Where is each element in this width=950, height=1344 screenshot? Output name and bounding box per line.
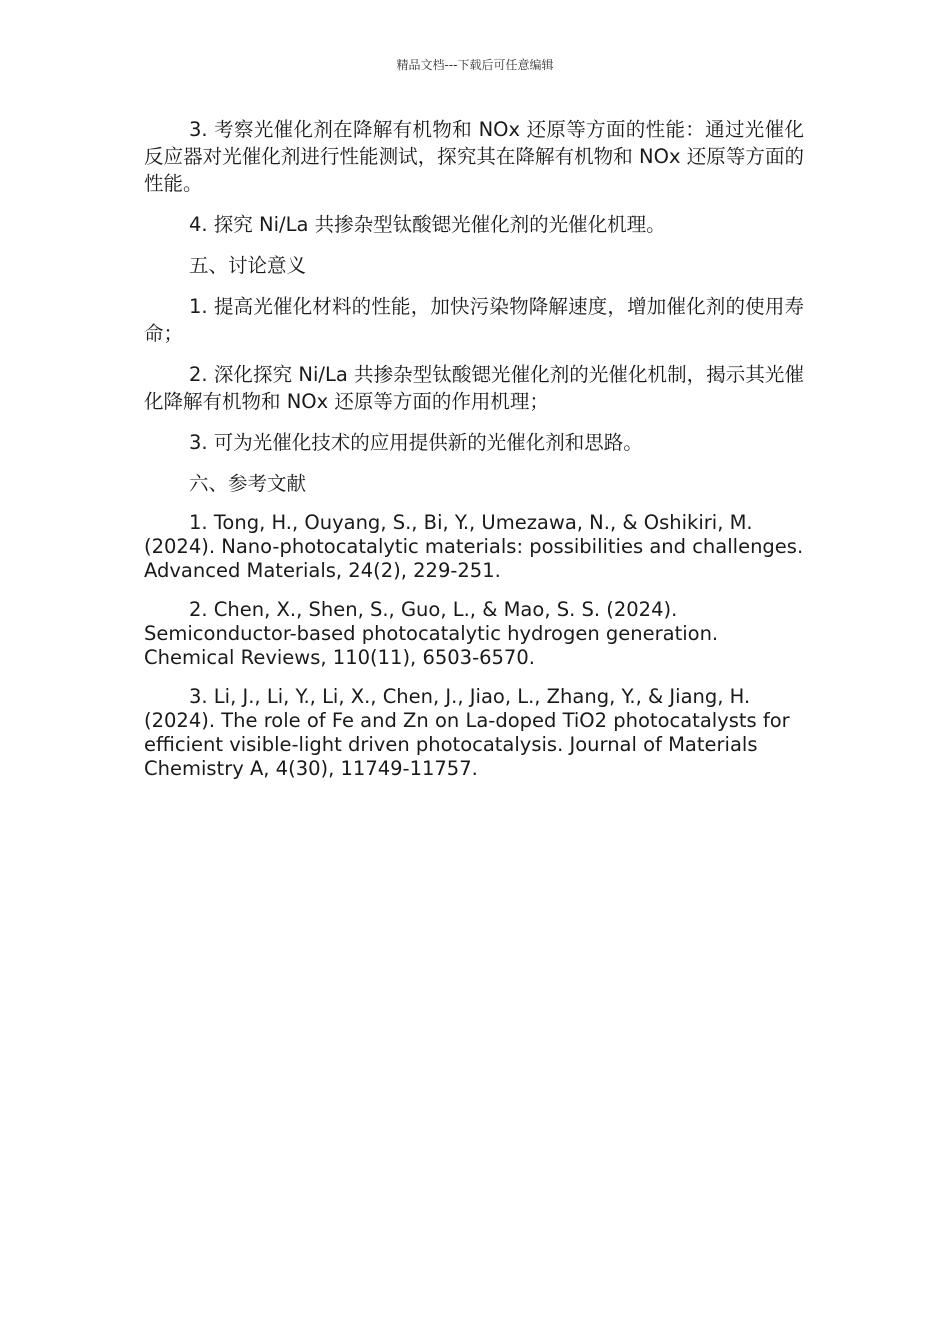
reference-item-2: 2. Chen, X., Shen, S., Guo, L., & Mao, S. S. (2024). Semiconductor-based photocatalytic hydrogen generation. Chemical Reviews, 110(11), 6503-6570. bbox=[144, 598, 719, 669]
paragraph-significance-2: 2. 深化探究 Ni/La 共掺杂型钛酸锶光催化剂的光催化机制，揭示其光催化降解有机物和 NOx 还原等方面的作用机理； bbox=[144, 363, 804, 413]
paragraph-significance-1: 1. 提高光催化材料的性能，加快污染物降解速度，增加催化剂的使用寿命； bbox=[144, 295, 804, 345]
page-header: 精品文档---下载后可任意编辑 bbox=[396, 58, 554, 72]
reference-item-1: 1. Tong, H., Ouyang, S., Bi, Y., Umezawa, N., & Oshikiri, M. (2024). Nano-photocatalytic materials: possibilities and challenges. Advanced Materials, 24(2), 229-251. bbox=[144, 511, 804, 582]
document-body bbox=[144, 116, 804, 781]
reference-item-3: 3. Li, J., Li, Y., Li, X., Chen, J., Jiao, L., Zhang, Y., & Jiang, H. (2024). The role of Fe and Zn on La-doped TiO2 photocatalysts for efficient visible-light driven photocatalysis. Journal of Materials Chemistry A, 4(30), 11749-11757. bbox=[144, 685, 790, 780]
paragraph-objective-4: 4. 探究 Ni/La 共掺杂型钛酸锶光催化剂的光催化机理。 bbox=[189, 213, 666, 236]
paragraph-significance-3: 3. 可为光催化技术的应用提供新的光催化剂和思路。 bbox=[189, 431, 643, 454]
paragraph-objective-3: 3. 考察光催化剂在降解有机物和 NOx 还原等方面的性能：通过光催化反应器对光催化剂进行性能测试，探究其在降解有机物和 NOx 还原等方面的性能。 bbox=[144, 118, 804, 195]
section-heading-significance: 五、讨论意义 bbox=[189, 254, 307, 277]
section-heading-references: 六、参考文献 bbox=[189, 472, 307, 495]
